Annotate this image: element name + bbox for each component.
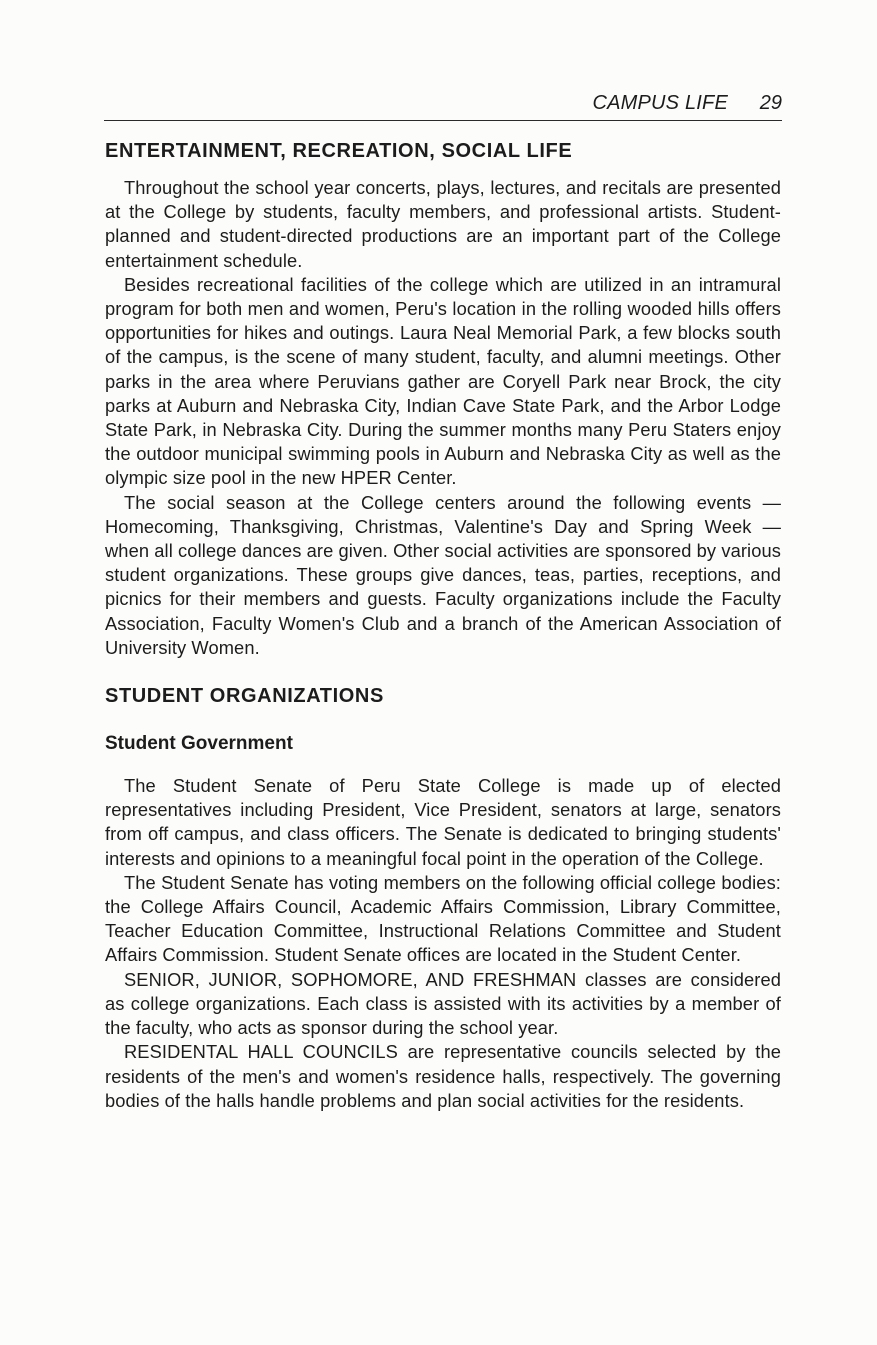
subheading-student-government: Student Government [105,733,293,755]
paragraph-entertainment-1: Throughout the school year concerts, plays, lectures, and recitals are presented at the College by students, faculty members, and professional artists. Student-planned and student-directed productions are an important part of the College entertainment schedule. [105,177,781,271]
section-title: CAMPUS LIFE [592,92,728,114]
paragraph-student-gov-1: The Student Senate of Peru State College is made up of elected representatives including President, Vice President, senators at large, senators from off campus, and class officers. The Senate is dedicated to bringing students' interests and opinions to a meaningful focal point in the operation of the College. [105,775,781,869]
page-body [105,136,781,1113]
paragraph-student-gov-4: RESIDENTAL HALL COUNCILS are representative councils selected by the residents of the men's and women's residence halls, respectively. The governing bodies of the halls handle problems and plan social activities for the residents. [105,1041,781,1111]
running-header [104,88,782,121]
paragraph-entertainment-2: Besides recreational facilities of the college which are utilized in an intramural program for both men and women, Peru's location in the rolling wooded hills offers opportunities for hikes and outings. Laura Neal Memorial Park, a few blocks south of the campus, is the scene of many student, faculty, and alumni meetings. Other parks in the area where Peruvians gather are Coryell Park near Brock, the city parks at Auburn and Nebraska City, Indian Cave State Park, and the Arbor Lodge State Park, in Nebraska City. During the summer months many Peru Staters enjoy the outdoor municipal swimming pools in Auburn and Nebraska City as well as the olympic size pool in the new HPER Center. [105,273,781,489]
paragraph-entertainment-3: The social season at the College centers around the following events — Homecoming, Thanksgiving, Christmas, Valentine's Day and Spring Week — when all college dances are given. Other social activities are sponsored by various student organizations. These groups give dances, teas, parties, receptions, and picnics for their members and guests. Faculty organizations include the Faculty Association, Faculty Women's Club and a branch of the American Association of University Women. [105,491,781,658]
heading-student-organizations: STUDENT ORGANIZATIONS [105,685,384,708]
paragraph-student-gov-2: The Student Senate has voting members on the following official college bodies: the College Affairs Council, Academic Affairs Commission, Library Committee, Teacher Education Committee, Instructional Relations Committee and Student Affairs Commission. Student Senate offices are located in the Student Center. [105,871,781,966]
page-number: 29 [759,92,782,114]
heading-entertainment: ENTERTAINMENT, RECREATION, SOCIAL LIFE [105,140,573,162]
paragraph-student-gov-3: SENIOR, JUNIOR, SOPHOMORE, AND FRESHMAN classes are considered as college organizations. Each class is assisted with its activities by a member of the faculty, who acts as sponsor during the school year. [105,968,781,1039]
